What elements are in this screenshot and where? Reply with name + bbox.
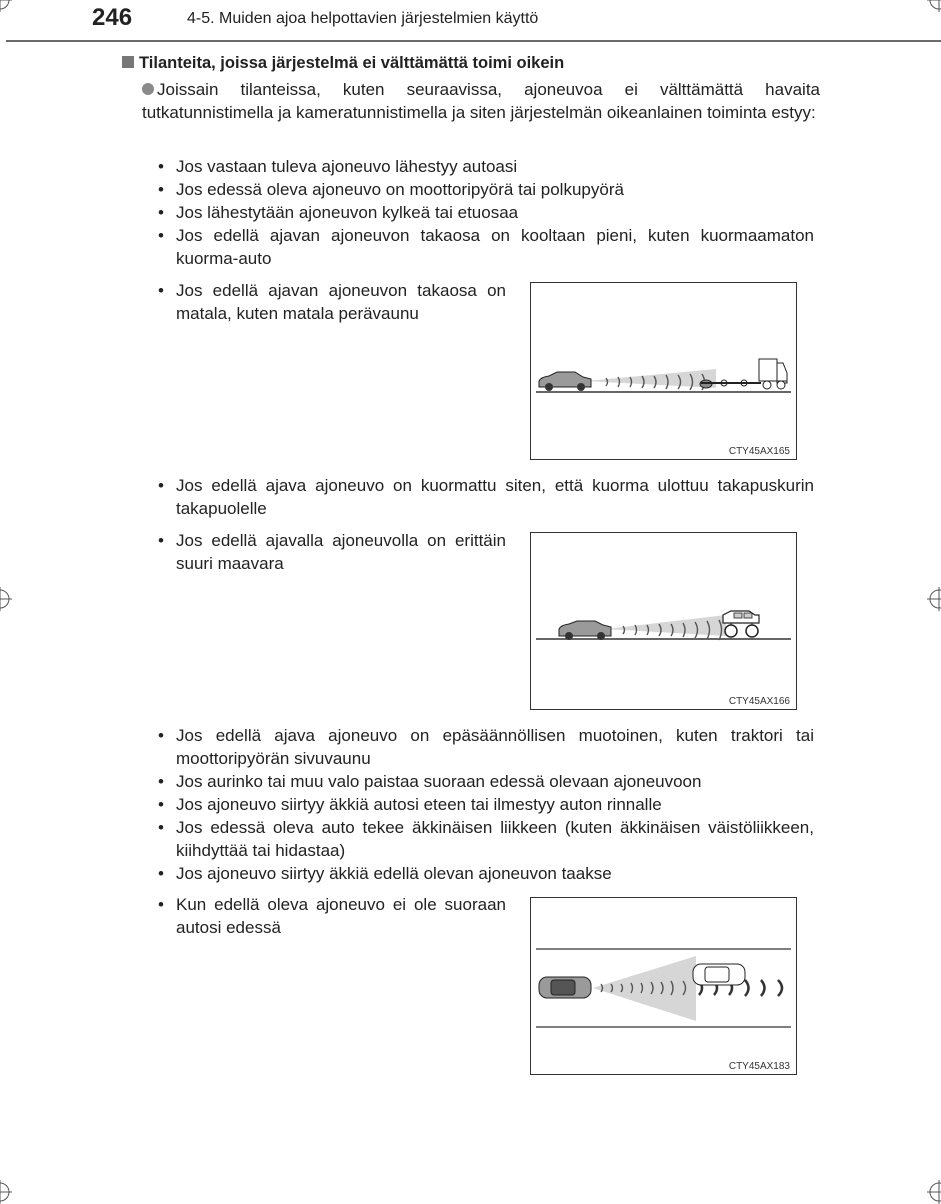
figure-code: CTY45AX183 xyxy=(728,1061,790,1072)
list-item: • Kun edellä oleva ajoneuvo ei ole suoraan autosi edessä xyxy=(158,893,506,939)
bullet-list xyxy=(158,893,506,939)
bullet-list xyxy=(158,724,814,885)
list-item: • Jos edellä ajava ajoneuvo on kuormattu siten, että kuorma ulottuu takapuskurin takapuolelle xyxy=(158,474,814,520)
section-heading-text: Tilanteita, joissa järjestelmä ei välttämättä toimi oikein xyxy=(139,54,565,72)
list-item: • Jos edellä ajavalla ajoneuvolla on erittäin suuri maavara xyxy=(158,529,506,575)
car-icon xyxy=(539,977,591,998)
list-item: • Jos ajoneuvo siirtyy äkkiä autosi eteen tai ilmestyy auton rinnalle xyxy=(158,793,814,816)
figure-code: CTY45AX166 xyxy=(728,696,790,707)
intro-text: Joissain tilanteissa, kuten seuraavissa, ajoneuvoa ei välttämättä havaita tutkatunnistimella ja kameratunnistimella ja siten järjestelmän oikeanlainen toiminta estyy: xyxy=(142,80,820,122)
registration-mark-icon xyxy=(927,1180,941,1204)
list-item: • Jos edessä oleva ajoneuvo on moottoripyörä tai polkupyörä xyxy=(158,178,814,201)
list-item: • Jos lähestytään ajoneuvon kylkeä tai etuosaa xyxy=(158,201,814,224)
list-item: • Jos ajoneuvo siirtyy äkkiä edellä olevan ajoneuvon taakse xyxy=(158,862,814,885)
registration-mark-icon xyxy=(0,1180,12,1204)
figure-offset-vehicle xyxy=(530,897,797,1075)
bullet-list xyxy=(158,529,506,575)
trailer-icon xyxy=(700,380,761,388)
list-item: • Jos aurinko tai muu valo paistaa suoraan edessä olevaan ajoneuvoon xyxy=(158,770,814,793)
registration-mark-icon xyxy=(0,0,12,12)
list-item: • Jos vastaan tuleva ajoneuvo lähestyy autoasi xyxy=(158,155,814,178)
header-divider xyxy=(6,40,941,42)
registration-mark-icon xyxy=(927,587,941,611)
list-item: • Jos edellä ajavan ajoneuvon takaosa on matala, kuten matala perävaunu xyxy=(158,279,506,325)
square-bullet-icon xyxy=(122,56,134,68)
section-heading xyxy=(122,54,564,73)
high-clearance-vehicle-icon xyxy=(723,611,759,637)
figure-low-trailer xyxy=(530,282,797,460)
registration-mark-icon xyxy=(0,587,12,611)
registration-mark-icon xyxy=(927,0,941,12)
circle-bullet-icon xyxy=(142,83,154,95)
figure-high-clearance xyxy=(530,532,797,710)
bullet-list xyxy=(158,155,814,270)
figure-code: CTY45AX165 xyxy=(728,446,790,457)
list-item: • Jos edessä oleva auto tekee äkkinäisen liikkeen (kuten äkkinäisen väistöliikkeen, kiihdyttää tai hidastaa) xyxy=(158,816,814,862)
truck-icon xyxy=(759,359,787,389)
list-item: • Jos edellä ajavan ajoneuvon takaosa on kooltaan pieni, kuten kuormaamaton kuorma-auto xyxy=(158,224,814,270)
intro-paragraph xyxy=(142,78,820,124)
preceding-car-icon xyxy=(693,964,745,985)
car-icon xyxy=(559,621,611,640)
chapter-title: 4-5. Muiden ajoa helpottavien järjestelmien käyttö xyxy=(187,10,539,27)
bullet-list xyxy=(158,279,506,325)
list-item: • Jos edellä ajava ajoneuvo on epäsäännöllisen muotoinen, kuten traktori tai moottoripyörän sivuvaunu xyxy=(158,724,814,770)
bullet-list xyxy=(158,474,814,520)
page-number: 246 xyxy=(92,4,133,31)
car-icon xyxy=(539,372,591,391)
